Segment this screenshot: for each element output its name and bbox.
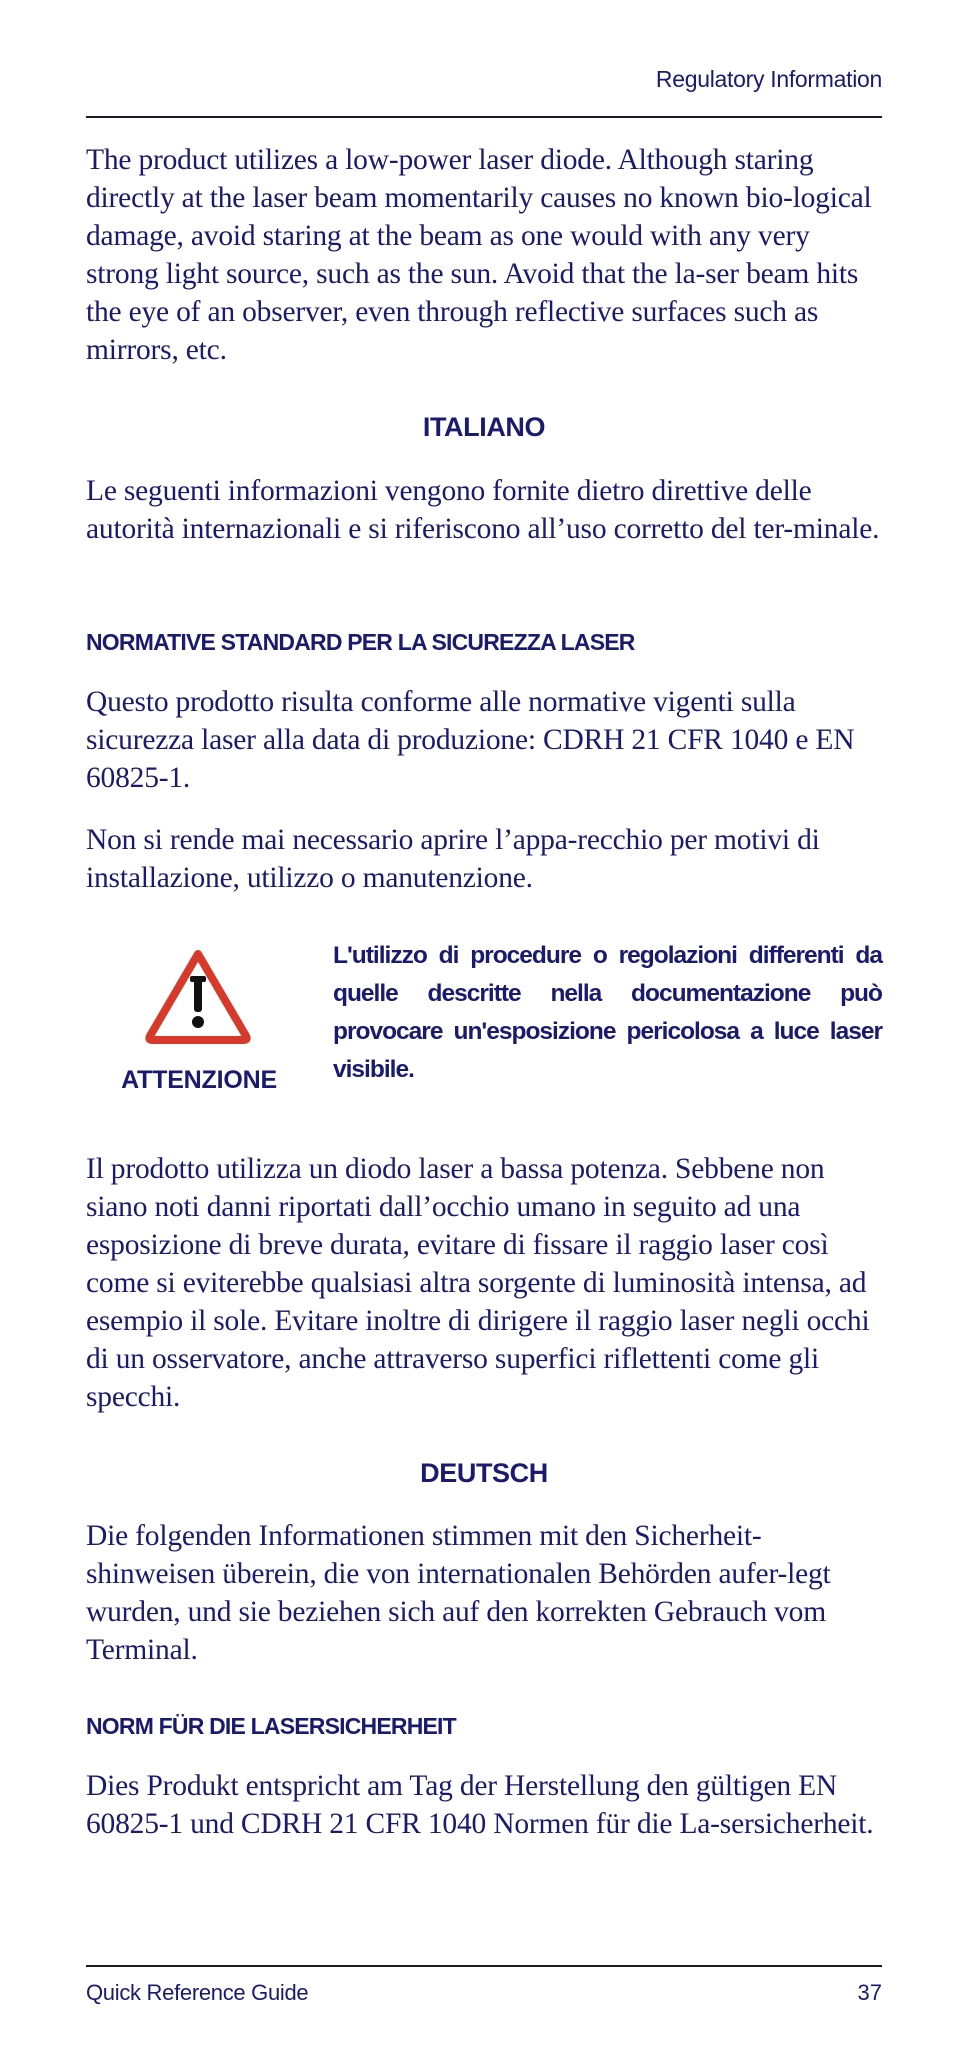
intro-paragraph: The product utilizes a low-power laser diode. Although staring directly at the laser beam momentarily causes no known bio-logical damage, avoid staring at the beam as one would with any very strong light source, such as the sun. Avoid that the la-ser beam hits the eye of an observer, even through reflective surfaces such as mirrors, etc. — [86, 144, 872, 366]
deutsch-compliance-paragraph: Dies Produkt entspricht am Tag der Herstellung den gültigen EN 60825-1 und CDRH 21 CFR 1040 Normen für die La-sersicherheit. — [86, 1770, 874, 1840]
italiano-intro-paragraph: Le seguenti informazioni vengono fornite dietro direttive delle autorità internazionali e si riferiscono all’uso corretto del ter-minale. — [86, 475, 880, 545]
deutsch-intro-paragraph: Die folgenden Informationen stimmen mit den Sicherheit-shinweisen überein, die von internationalen Behörden aufer-legt wurden, und sie beziehen sich auf den korrekten Gebrauch vom Terminal. — [86, 1520, 831, 1666]
warning-text: L'utilizzo di procedure o regolazioni differenti da quelle descritte nella documentazione può provocare un'esposizione pericolosa a luce laser visibile. — [333, 942, 882, 1083]
italiano-maintenance-paragraph: Non si rende mai necessario aprire l’appa-recchio per motivi di installazione, utilizzo o manutenzione. — [86, 824, 820, 894]
footer-rule — [86, 1965, 882, 1967]
italiano-subheading: NORMATIVE STANDARD PER LA SICUREZZA LASER — [86, 629, 635, 655]
section-heading-deutsch: DEUTSCH — [420, 1458, 548, 1488]
italiano-compliance-paragraph: Questo prodotto risulta conforme alle normative vigenti sulla sicurezza laser alla data di produzione: CDRH 21 CFR 1040 e EN 60825-1. — [86, 686, 855, 794]
document-page — [86, 0, 882, 2069]
warning-triangle-icon — [144, 948, 252, 1046]
footer-guide-title: Quick Reference Guide — [86, 1980, 309, 2005]
warning-label: ATTENZIONE — [121, 1066, 277, 1094]
italiano-laser-paragraph: Il prodotto utilizza un diodo laser a bassa potenza. Sebbene non siano noti danni riportati dall’occhio umano in seguito ad una esposizione di breve durata, evitare di fissare il raggio laser così come si eviterebbe qualsiasi altra sorgente di luminosità intensa, ad esempio il sole. Evitare inoltre di dirigere il raggio laser negli occhi di un osservatore, anche attraverso superfici riflettenti come gli specchi. — [86, 1153, 870, 1413]
page-number: 37 — [857, 1980, 882, 2005]
header-rule — [86, 116, 882, 118]
running-header-title: Regulatory Information — [655, 66, 882, 92]
section-heading-italiano: ITALIANO — [422, 412, 546, 442]
deutsch-subheading: NORM FÜR DIE LASERSICHERHEIT — [86, 1713, 456, 1739]
